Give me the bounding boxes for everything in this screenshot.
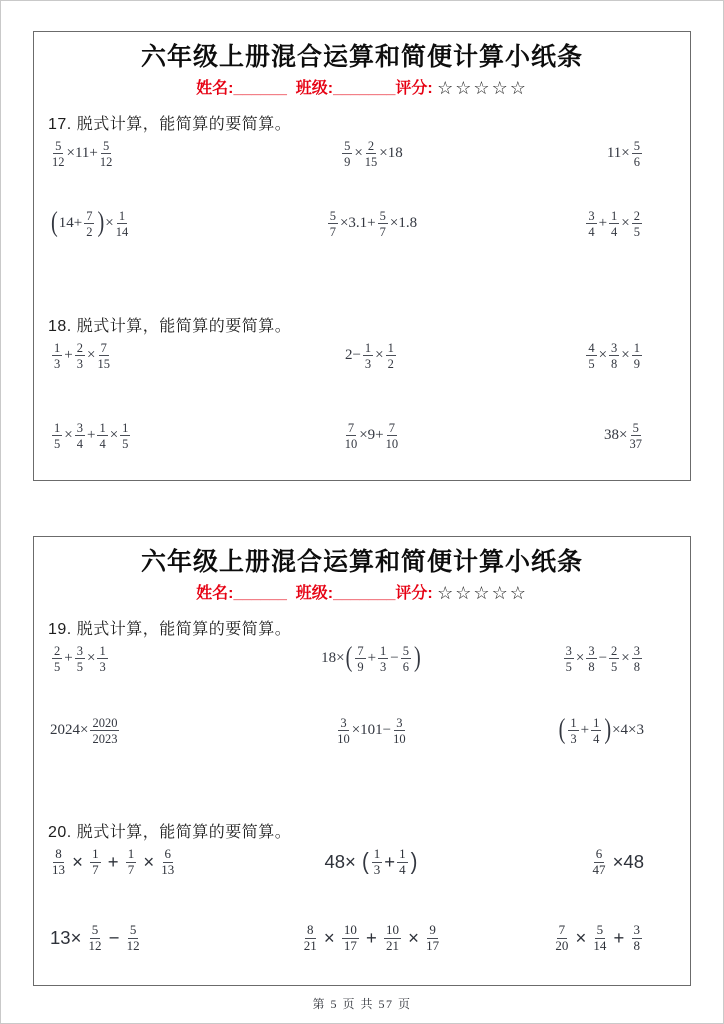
math-text: + — [598, 215, 608, 232]
fraction-numerator: 3 — [76, 643, 83, 658]
fraction-numerator: 6 — [594, 847, 605, 863]
name-class-score-text: 姓名:______ 班级:_______评分: — [196, 80, 438, 97]
fraction-denominator: 6 — [402, 659, 409, 674]
math-text: × — [575, 650, 585, 667]
fraction — [384, 923, 401, 955]
math-text: × — [598, 347, 608, 364]
paren: ( — [345, 642, 353, 674]
fraction-denominator: 5 — [54, 659, 61, 674]
math-expression — [607, 139, 644, 170]
fraction-numerator: 3 — [76, 420, 83, 435]
fraction-numerator: 5 — [633, 138, 640, 153]
math-expression — [604, 421, 644, 452]
expression-cell — [46, 716, 254, 808]
fraction-numerator: 9 — [427, 923, 438, 939]
fraction-denominator: 2 — [387, 356, 394, 371]
fraction-denominator: 14 — [115, 224, 129, 239]
fraction-numerator: 2 — [611, 643, 618, 658]
fraction — [591, 716, 601, 747]
math-text: × — [621, 215, 630, 232]
fraction — [345, 421, 358, 452]
math-text: 38× — [604, 427, 628, 444]
fraction-numerator: 2 — [633, 208, 640, 223]
fraction-numerator: 1 — [611, 208, 618, 223]
fraction — [89, 923, 102, 955]
fraction — [632, 341, 642, 372]
math-expression — [584, 341, 644, 372]
fraction — [52, 644, 62, 675]
expression-cell — [254, 139, 490, 209]
fraction-denominator: 5 — [76, 659, 83, 674]
math-expression — [50, 421, 132, 452]
math-expression — [324, 847, 418, 879]
fraction-denominator: 21 — [303, 938, 317, 954]
expression-cell — [254, 421, 490, 482]
fraction — [609, 341, 619, 372]
math-expression — [345, 341, 398, 372]
fraction-numerator: 1 — [380, 643, 387, 658]
fraction-denominator: 10 — [337, 731, 350, 746]
fraction-numerator: 7 — [557, 923, 568, 939]
fraction-denominator: 12 — [99, 154, 113, 169]
math-text: 11× — [606, 145, 630, 162]
fraction-numerator: 10 — [342, 923, 359, 939]
math-text: × — [402, 927, 425, 949]
fraction — [342, 139, 352, 170]
fraction-denominator: 5 — [611, 659, 618, 674]
fraction-denominator: 12 — [126, 938, 140, 954]
fraction — [120, 421, 130, 452]
math-expression — [562, 644, 644, 675]
fraction-numerator: 1 — [387, 340, 394, 355]
expression-row — [46, 209, 678, 302]
fraction-numerator: 5 — [402, 643, 409, 658]
fraction-numerator: 3 — [633, 643, 640, 658]
expression-cell — [254, 923, 490, 987]
expression-row — [46, 341, 678, 421]
math-text: − — [598, 650, 608, 667]
fraction-denominator: 17 — [343, 938, 357, 954]
fraction — [397, 847, 408, 879]
fraction-numerator: 3 — [396, 715, 403, 730]
fraction-denominator: 8 — [588, 659, 595, 674]
math-text: 2024× — [50, 722, 89, 739]
expression-cell — [254, 716, 490, 808]
fraction-numerator: 3 — [632, 923, 643, 939]
math-expression — [343, 421, 400, 452]
math-text: × — [86, 650, 96, 667]
math-text: + — [102, 851, 124, 873]
fraction — [586, 644, 596, 675]
fraction-denominator: 9 — [633, 356, 640, 371]
fraction — [609, 209, 619, 240]
fraction-numerator: 2 — [76, 340, 83, 355]
fraction — [586, 341, 596, 372]
expression-cell — [489, 716, 678, 808]
fraction-denominator: 7 — [329, 224, 336, 239]
math-expression — [335, 716, 407, 747]
fraction-denominator: 3 — [373, 862, 381, 878]
fraction — [378, 209, 388, 240]
math-text: × — [354, 145, 363, 162]
fraction — [586, 209, 596, 240]
math-expression — [50, 716, 121, 747]
expression-cell — [489, 139, 678, 209]
name-class-score-text: 姓名:______ 班级:_______评分: — [196, 585, 438, 602]
fraction-denominator: 12 — [88, 938, 102, 954]
expression-row — [46, 139, 678, 209]
math-text: + — [64, 347, 73, 364]
expression-cell — [489, 847, 678, 923]
fraction-numerator: 1 — [570, 715, 577, 730]
math-expression — [50, 923, 142, 955]
fraction — [127, 923, 140, 955]
fraction-numerator: 8 — [53, 847, 64, 863]
math-text: ×9+ — [359, 427, 384, 444]
meta-line — [46, 77, 678, 100]
fraction-denominator: 9 — [344, 154, 351, 169]
fraction — [52, 421, 62, 452]
math-expression — [326, 209, 417, 240]
math-expression — [302, 923, 441, 955]
expression-cell — [46, 421, 254, 482]
meta-line — [46, 582, 678, 605]
fraction-denominator: 3 — [54, 356, 61, 371]
fraction-numerator: 1 — [99, 643, 106, 658]
fraction — [630, 421, 643, 452]
math-text: + — [64, 650, 73, 667]
fraction — [632, 139, 642, 170]
fraction-denominator: 20 — [555, 938, 569, 954]
paren: ) — [410, 849, 418, 875]
math-text: × — [318, 927, 340, 949]
math-text: 14+ — [58, 215, 83, 232]
paren: ) — [97, 207, 105, 239]
fraction-denominator: 5 — [54, 436, 61, 451]
expression-cell — [489, 421, 678, 482]
fraction-denominator: 4 — [399, 862, 406, 878]
fraction-numerator: 1 — [99, 420, 106, 435]
fraction — [75, 341, 85, 372]
fraction — [126, 847, 137, 879]
math-expression — [50, 341, 112, 372]
expression-cell — [46, 209, 254, 302]
math-expression — [321, 644, 422, 675]
fraction — [97, 644, 107, 675]
math-text: + — [608, 927, 630, 949]
fraction — [75, 421, 85, 452]
fraction-denominator: 7 — [379, 224, 386, 239]
fraction — [52, 341, 62, 372]
fraction-denominator: 10 — [385, 436, 399, 451]
fraction — [75, 644, 85, 675]
fraction — [337, 716, 350, 747]
math-expression — [590, 847, 644, 879]
fraction-numerator: 2 — [367, 138, 375, 153]
paren: ) — [414, 642, 421, 674]
fraction — [378, 644, 388, 675]
fraction-numerator: 2 — [54, 643, 61, 658]
math-text: 18× — [321, 650, 345, 667]
math-text: ×18 — [379, 145, 403, 162]
math-text: × — [86, 347, 96, 364]
fraction-denominator: 8 — [633, 938, 640, 954]
math-expression — [553, 923, 644, 955]
fraction-denominator: 5 — [565, 659, 572, 674]
fraction — [555, 923, 568, 955]
fraction-denominator: 2 — [86, 224, 93, 239]
fraction-denominator: 3 — [76, 356, 83, 371]
fraction-numerator: 6 — [163, 847, 174, 863]
expression-row — [46, 847, 678, 923]
math-text: ×101− — [351, 722, 392, 739]
fraction-numerator: 10 — [384, 923, 401, 939]
fraction — [632, 644, 642, 675]
fraction-numerator: 3 — [588, 208, 595, 223]
expression-cell — [489, 341, 678, 421]
fraction-denominator: 13 — [161, 862, 175, 878]
fraction-numerator: 3 — [565, 643, 572, 658]
fraction-denominator: 10 — [393, 731, 406, 746]
math-text: ×4×3 — [612, 722, 644, 739]
fraction-numerator: 7 — [357, 643, 364, 658]
fraction-denominator: 2023 — [92, 731, 118, 746]
math-expression — [340, 139, 403, 170]
fraction-numerator: 4 — [588, 340, 595, 355]
fraction — [304, 923, 317, 955]
fraction-numerator: 5 — [90, 923, 101, 939]
problem-heading-20: 20. 脱式计算，能简算的要简算。 — [48, 823, 292, 841]
expression-cell — [46, 341, 254, 421]
fraction-numerator: 1 — [54, 420, 61, 435]
math-expression — [50, 847, 176, 879]
fraction — [372, 847, 383, 879]
fraction-denominator: 9 — [357, 659, 364, 674]
math-text: + — [86, 427, 96, 444]
math-text: × — [67, 851, 89, 873]
fraction-numerator: 5 — [344, 138, 351, 153]
math-text: 13× — [50, 927, 87, 949]
fraction — [393, 716, 406, 747]
fraction-numerator: 5 — [128, 923, 139, 939]
fraction-denominator: 5 — [122, 436, 129, 451]
fraction-numerator: 7 — [86, 208, 93, 223]
expression-cell — [489, 209, 678, 302]
math-text: 48× — [324, 851, 361, 873]
fraction-denominator: 4 — [76, 436, 83, 451]
fraction-numerator: 2020 — [92, 715, 118, 730]
card-title: 六年级上册混合运算和简便计算小纸条 — [140, 43, 583, 71]
expression-row — [46, 644, 678, 716]
expression-cell — [46, 923, 254, 987]
expression-row — [46, 716, 678, 808]
rating-stars: ☆☆☆☆☆ — [437, 78, 528, 98]
fraction-numerator: 7 — [388, 420, 395, 435]
fraction-denominator: 5 — [588, 356, 595, 371]
fraction-numerator: 7 — [347, 420, 355, 435]
worksheet-card-2 — [33, 536, 691, 986]
fraction-denominator: 47 — [592, 862, 606, 878]
fraction-numerator: 1 — [54, 340, 61, 355]
fraction — [386, 421, 399, 452]
expression-cell — [46, 847, 254, 923]
fraction — [363, 341, 373, 372]
math-text: × — [375, 347, 384, 364]
fraction — [426, 923, 439, 955]
fraction-numerator: 3 — [588, 643, 595, 658]
paren: ) — [604, 714, 612, 746]
expression-cell — [46, 139, 254, 209]
math-text: × — [105, 215, 114, 232]
fraction-denominator: 8 — [611, 356, 618, 371]
fraction-numerator: 5 — [329, 208, 336, 223]
fraction-denominator: 6 — [633, 154, 640, 169]
problem-heading-18: 18. 脱式计算，能简算的要简算。 — [48, 317, 292, 335]
fraction — [97, 421, 107, 452]
fraction-denominator: 14 — [593, 938, 607, 954]
paren: ( — [51, 207, 58, 239]
expression-cell — [254, 209, 490, 302]
fraction-numerator: 3 — [611, 340, 618, 355]
problem-heading-19: 19. 脱式计算，能简算的要简算。 — [48, 620, 292, 638]
math-expression — [50, 139, 114, 170]
fraction-numerator: 5 — [595, 923, 606, 939]
fraction-numerator: 3 — [340, 715, 347, 730]
math-text: ×48 — [607, 851, 644, 873]
paren: ( — [558, 714, 566, 746]
fraction-denominator: 37 — [629, 436, 642, 451]
card-title: 六年级上册混合运算和简便计算小纸条 — [140, 548, 583, 576]
math-expression — [50, 644, 110, 675]
expression-cell — [489, 644, 678, 716]
fraction — [116, 209, 129, 240]
fraction-numerator: 1 — [372, 847, 383, 863]
math-text: + — [384, 851, 396, 873]
math-text: × — [109, 427, 119, 444]
math-text: − — [103, 927, 125, 949]
math-text: + — [360, 927, 382, 949]
math-text: × — [621, 347, 630, 364]
fraction — [100, 139, 113, 170]
fraction-numerator: 5 — [103, 138, 110, 153]
math-text: ×11+ — [66, 145, 98, 162]
fraction-denominator: 3 — [380, 659, 387, 674]
math-text: × — [621, 650, 630, 667]
fraction — [632, 209, 642, 240]
fraction-denominator: 15 — [97, 356, 110, 371]
fraction-denominator: 10 — [344, 436, 358, 451]
fraction — [90, 847, 101, 879]
math-text: ×3.1+ — [339, 215, 376, 232]
math-expression — [50, 209, 130, 240]
math-expression — [584, 209, 644, 240]
paren: ( — [362, 849, 369, 875]
expression-cell — [254, 847, 490, 923]
fraction-numerator: 1 — [397, 847, 408, 863]
fraction — [568, 716, 578, 747]
fraction-denominator: 5 — [633, 224, 640, 239]
math-text: + — [367, 650, 377, 667]
fraction — [161, 847, 174, 879]
fraction-denominator: 4 — [593, 731, 600, 746]
math-text: − — [390, 650, 399, 667]
fraction — [84, 209, 94, 240]
rating-stars: ☆☆☆☆☆ — [437, 583, 528, 603]
math-text: ×1.8 — [389, 215, 418, 232]
fraction-denominator: 4 — [611, 224, 618, 239]
fraction-denominator: 13 — [52, 862, 65, 878]
fraction — [90, 716, 119, 747]
fraction — [564, 644, 574, 675]
fraction — [632, 923, 643, 955]
fraction-denominator: 8 — [633, 659, 640, 674]
fraction — [592, 847, 605, 879]
fraction-denominator: 21 — [385, 938, 399, 954]
fraction-denominator: 7 — [92, 862, 99, 878]
fraction-denominator: 12 — [52, 154, 65, 169]
fraction — [401, 644, 411, 675]
fraction — [328, 209, 338, 240]
fraction-numerator: 5 — [55, 138, 62, 153]
fraction-denominator: 3 — [570, 731, 577, 746]
expression-cell — [489, 923, 678, 987]
fraction-numerator: 1 — [118, 208, 126, 223]
expression-cell — [254, 644, 490, 716]
fraction-numerator: 7 — [100, 340, 107, 355]
fraction — [386, 341, 396, 372]
fraction-numerator: 8 — [305, 923, 316, 939]
fraction — [52, 139, 65, 170]
fraction-denominator: 4 — [99, 436, 106, 451]
fraction — [97, 341, 110, 372]
fraction — [593, 923, 606, 955]
fraction-denominator: 17 — [426, 938, 440, 954]
math-text: × — [138, 851, 160, 873]
fraction-numerator: 1 — [122, 420, 129, 435]
worksheet-card-1 — [33, 31, 691, 481]
fraction-denominator: 3 — [364, 356, 372, 371]
math-text: × — [570, 927, 592, 949]
fraction-numerator: 1 — [593, 715, 600, 730]
math-text: + — [580, 722, 590, 739]
fraction-denominator: 15 — [364, 154, 378, 169]
fraction-denominator: 4 — [588, 224, 595, 239]
problem-heading-17: 17. 脱式计算，能简算的要简算。 — [48, 115, 292, 133]
fraction-numerator: 1 — [364, 340, 372, 355]
fraction — [342, 923, 359, 955]
math-expression — [558, 716, 644, 747]
expression-cell — [254, 341, 490, 421]
math-text: 2− — [344, 347, 361, 364]
expression-row — [46, 923, 678, 987]
expression-cell — [46, 644, 254, 716]
fraction — [355, 644, 365, 675]
expression-row — [46, 421, 678, 482]
fraction-numerator: 5 — [379, 208, 386, 223]
fraction-numerator: 1 — [126, 847, 137, 863]
fraction — [365, 139, 378, 170]
fraction — [52, 847, 65, 879]
fraction-denominator: 3 — [99, 659, 106, 674]
fraction-numerator: 1 — [633, 340, 640, 355]
fraction-numerator: 1 — [90, 847, 101, 863]
page-number-footer: 第 5 页 共 57 页 — [312, 997, 412, 1011]
fraction — [609, 644, 619, 675]
fraction-numerator: 5 — [632, 420, 639, 435]
math-text: × — [64, 427, 73, 444]
fraction-denominator: 7 — [127, 862, 135, 878]
